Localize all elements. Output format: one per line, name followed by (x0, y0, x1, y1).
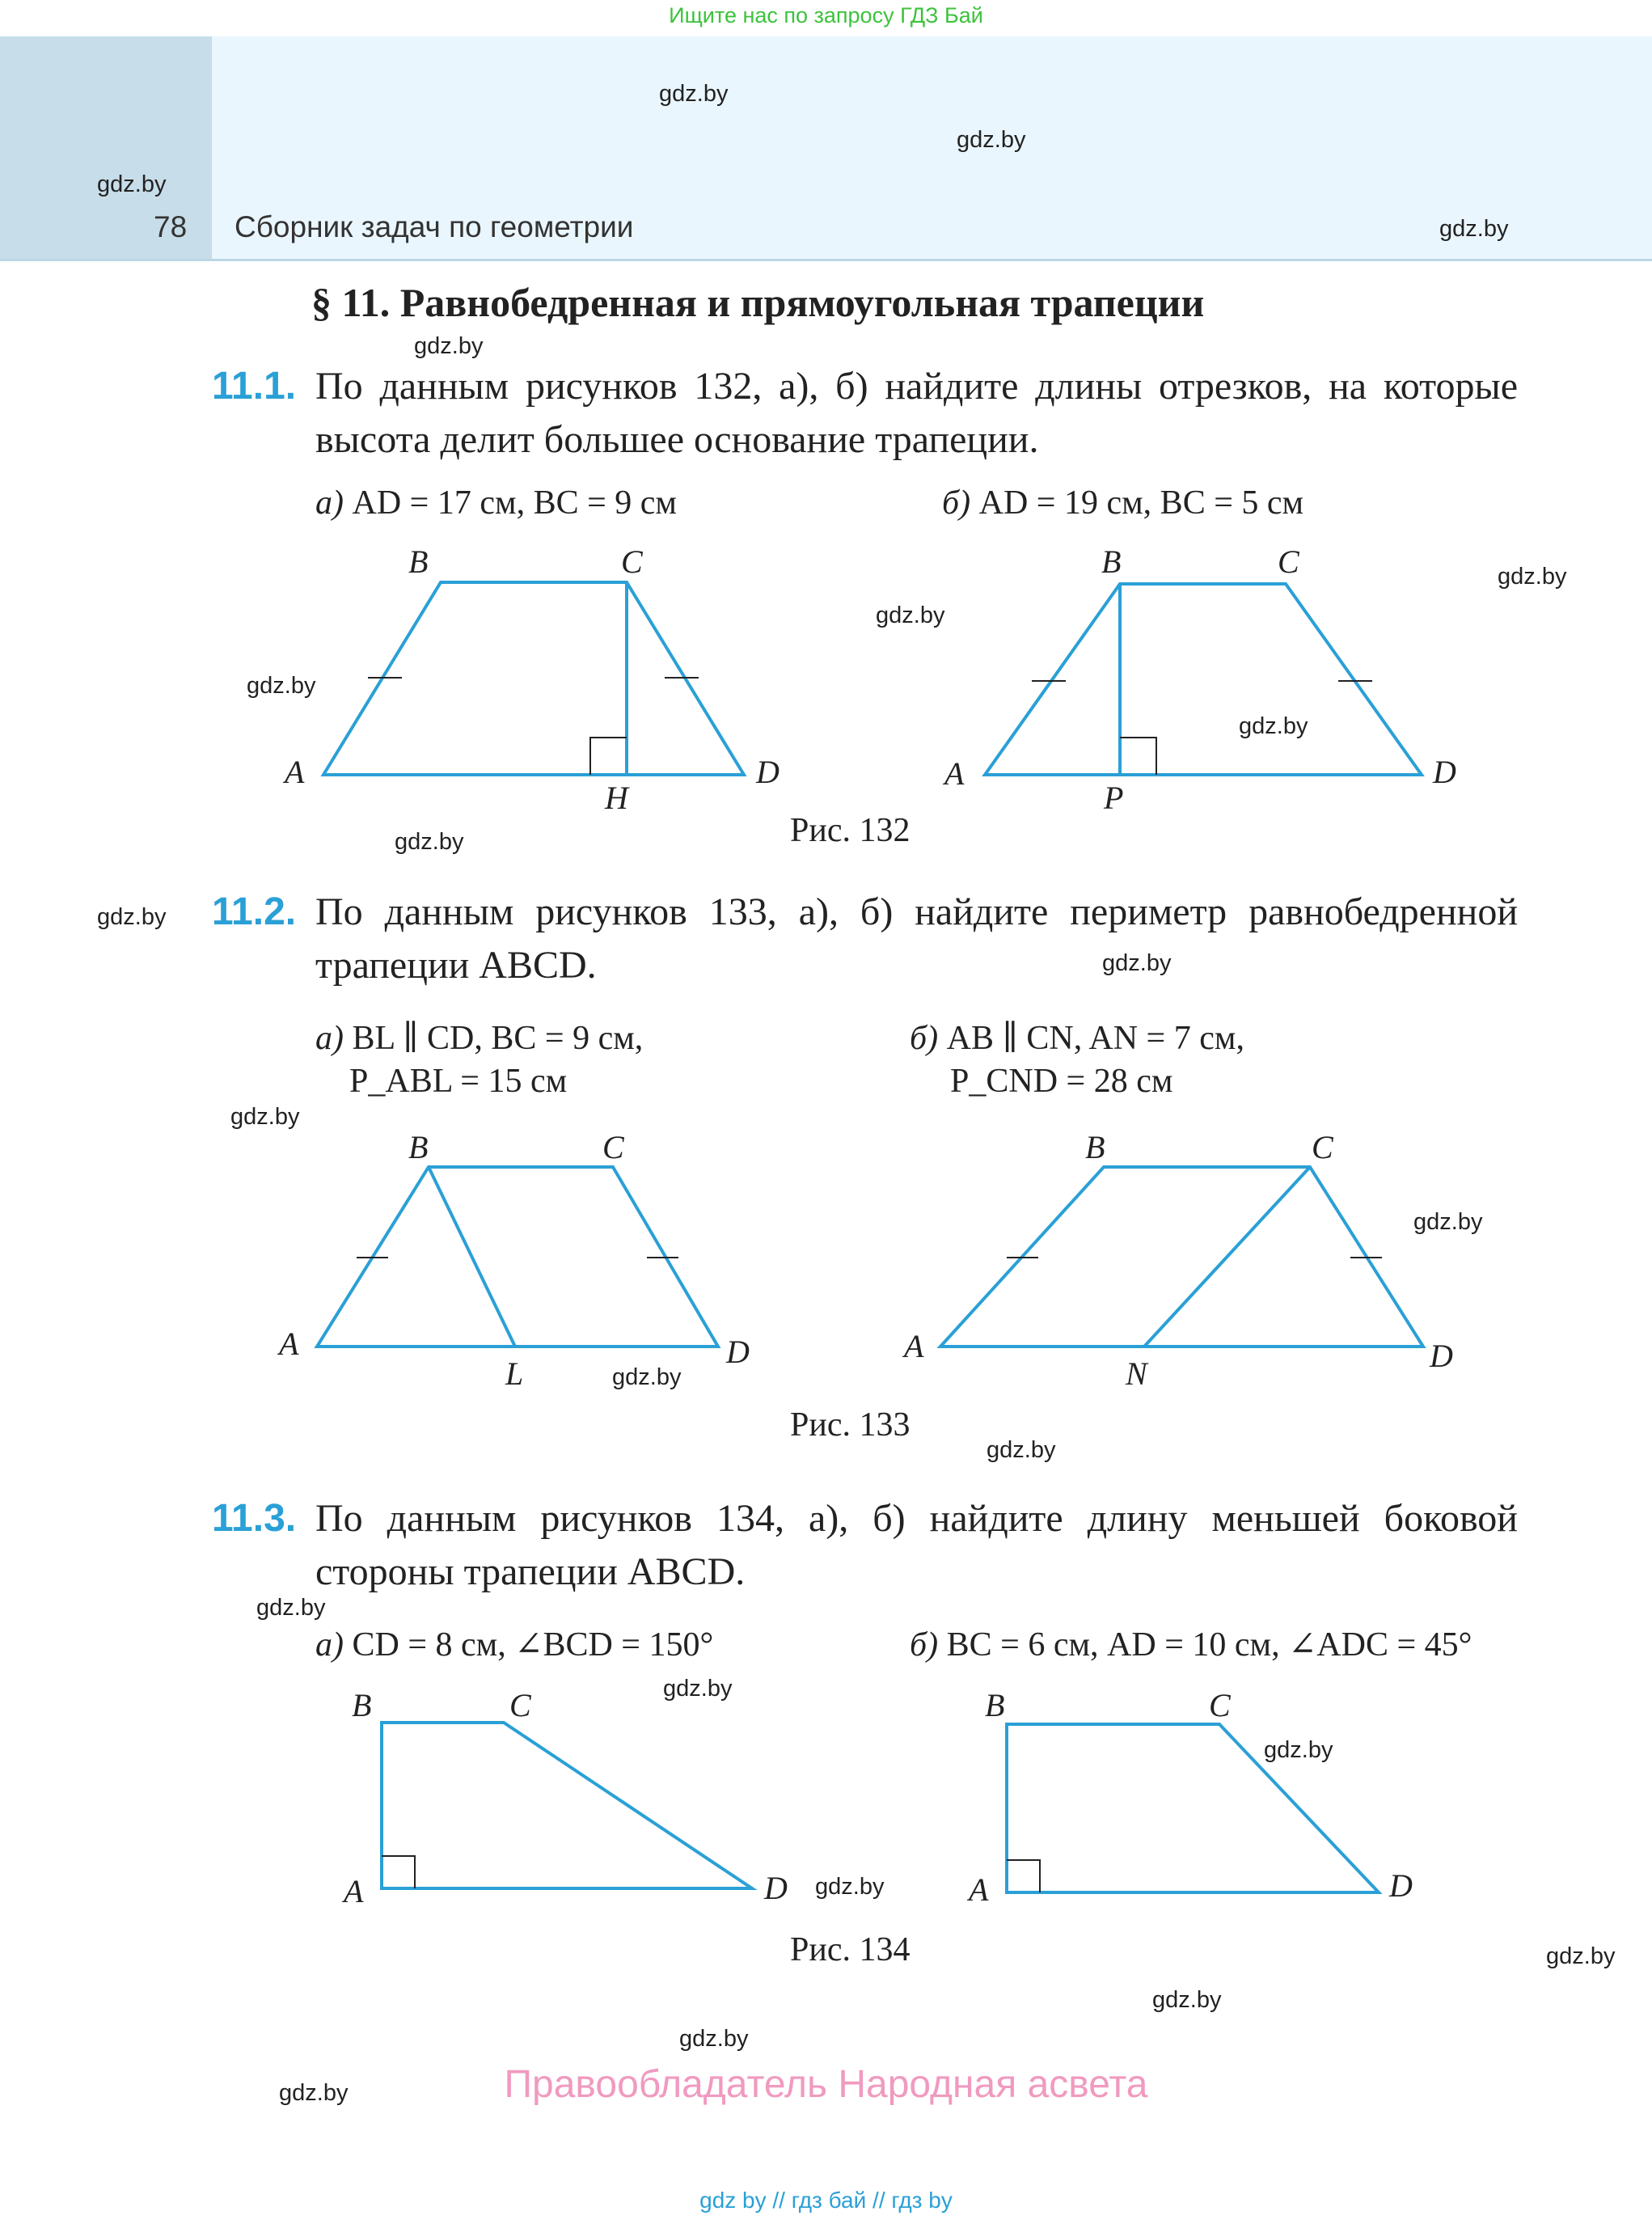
watermark: gdz.by (663, 1676, 733, 1702)
task-number: 11.1. (212, 365, 297, 408)
footer-links[interactable]: gdz by // гдз бай // гдз by (699, 2188, 953, 2213)
vertex-label: D (1389, 1867, 1413, 1904)
watermark: gdz.by (612, 1364, 682, 1390)
vertex-label: H (605, 780, 628, 816)
segment-CN (1144, 1167, 1310, 1347)
section-title: § 11. Равнобедренная и прямоугольная трапеции (311, 280, 1205, 325)
vertex-label: D (756, 754, 780, 790)
vertex-label: B (1101, 543, 1122, 580)
vertex-label: C (621, 543, 643, 580)
task-number: 11.2. (212, 890, 297, 933)
vertex-label: B (408, 543, 429, 580)
task-text: По данным рисунков 132, а), б) найдите длины отрезков, на которые высота делит большее основание трапеции. (315, 365, 1518, 461)
segment-BL (429, 1167, 515, 1347)
vertex-label: C (1209, 1687, 1231, 1723)
watermark: gdz.by (1239, 713, 1308, 739)
watermark: gdz.by (97, 171, 167, 197)
figure-caption: Рис. 133 (790, 1406, 911, 1444)
vertex-label: A (279, 1326, 299, 1362)
vertex-label: A (944, 755, 965, 792)
condition-label: а) (315, 484, 344, 522)
watermark: gdz.by (1498, 564, 1567, 590)
vertex-label: N (1126, 1355, 1147, 1392)
watermark: gdz.by (987, 1437, 1056, 1463)
vertex-label: B (985, 1687, 1005, 1723)
condition-label: б) (942, 484, 971, 522)
condition-label: а) (315, 1626, 344, 1664)
vertex-label: C (509, 1687, 531, 1723)
watermark: gdz.by (876, 603, 945, 628)
condition-text: AD = 19 см, BC = 5 см (978, 484, 1304, 522)
vertex-label: A (344, 1873, 364, 1909)
task-11-2-condition-b (910, 1017, 1244, 1058)
trapezoid-132b (985, 584, 1422, 775)
watermark: gdz.by (957, 127, 1026, 153)
right-angle-mark (1007, 1860, 1040, 1892)
task-11-2-condition-b-line2 (950, 1062, 1172, 1101)
book-title: Сборник задач по геометрии (234, 210, 634, 243)
condition-label: а) (315, 1020, 344, 1057)
watermark: gdz.by (97, 904, 167, 930)
task-number: 11.3. (212, 1497, 297, 1540)
page-number: 78 (154, 210, 188, 243)
watermark: gdz.by (679, 2026, 749, 2052)
watermark: gdz.by (1413, 1209, 1483, 1235)
vertex-label: A (285, 754, 305, 790)
watermark: gdz.by (1102, 950, 1172, 976)
watermark: gdz.by (256, 1595, 326, 1621)
watermark: gdz.by (1264, 1737, 1333, 1763)
figure-caption: Рис. 132 (790, 812, 911, 849)
right-angle-mark (382, 1856, 415, 1888)
watermark: gdz.by (1439, 216, 1509, 242)
condition-text: AB ∥ CN, AN = 7 см, (946, 1020, 1244, 1057)
watermark: gdz.by (659, 81, 729, 107)
condition-text: BL ∥ CD, BC = 9 см, (352, 1020, 644, 1057)
vertex-label: P (1104, 780, 1124, 816)
vertex-label: D (764, 1870, 788, 1906)
vertex-label: C (1278, 543, 1299, 580)
vertex-label: C (1312, 1129, 1333, 1165)
watermark: gdz.by (1152, 1987, 1222, 2013)
condition-label: б) (910, 1020, 939, 1057)
condition-text: CD = 8 см, ∠BCD = 150° (352, 1626, 714, 1664)
task-text: По данным рисунков 133, а), б) найдите периметр равнобедренной трапеции ABCD. (315, 890, 1518, 987)
vertex-label: B (352, 1687, 372, 1723)
trapezoid-134a (382, 1723, 752, 1888)
right-angle-mark (590, 738, 627, 775)
figure-caption: Рис. 134 (790, 1931, 911, 1968)
task-11-2-condition-a-line2 (349, 1062, 567, 1101)
watermark: gdz.by (414, 333, 484, 359)
vertex-label: C (602, 1129, 624, 1165)
vertex-label: D (1430, 1338, 1453, 1374)
task-11-2 (212, 886, 1518, 992)
condition-text: P_ABL = 15 см (349, 1063, 568, 1100)
rights-holder-text: Правообладатель Народная асвета (504, 2063, 1148, 2106)
vertex-label: D (1433, 754, 1456, 790)
watermark: gdz.by (230, 1104, 300, 1130)
watermark: gdz.by (815, 1874, 885, 1900)
task-11-3-condition-b (910, 1624, 1472, 1664)
right-angle-mark (1120, 738, 1156, 775)
top-ad-text[interactable]: Ищите нас по запросу ГДЗ Бай (669, 3, 983, 27)
condition-label: б) (910, 1626, 939, 1664)
watermark: gdz.by (1546, 1943, 1616, 1969)
trapezoid-134b (1007, 1724, 1379, 1892)
condition-text: AD = 17 см, BC = 9 см (352, 484, 678, 522)
watermark: gdz.by (395, 829, 464, 855)
vertex-label: A (904, 1328, 924, 1364)
watermark: gdz.by (279, 2080, 349, 2106)
condition-text: BC = 6 см, AD = 10 см, ∠ADC = 45° (946, 1626, 1472, 1664)
task-11-3 (212, 1492, 1518, 1599)
task-11-2-condition-a (315, 1017, 643, 1058)
condition-text: P_CND = 28 см (950, 1063, 1173, 1100)
watermark: gdz.by (247, 673, 316, 699)
task-text: По данным рисунков 134, а), б) найдите длину меньшей боковой стороны трапеции ABCD. (315, 1497, 1518, 1593)
vertex-label: B (408, 1129, 429, 1165)
task-11-3-condition-a (315, 1624, 713, 1664)
vertex-label: B (1085, 1129, 1105, 1165)
vertex-label: D (726, 1334, 750, 1370)
vertex-label: A (969, 1871, 989, 1908)
vertex-label: L (505, 1355, 524, 1392)
